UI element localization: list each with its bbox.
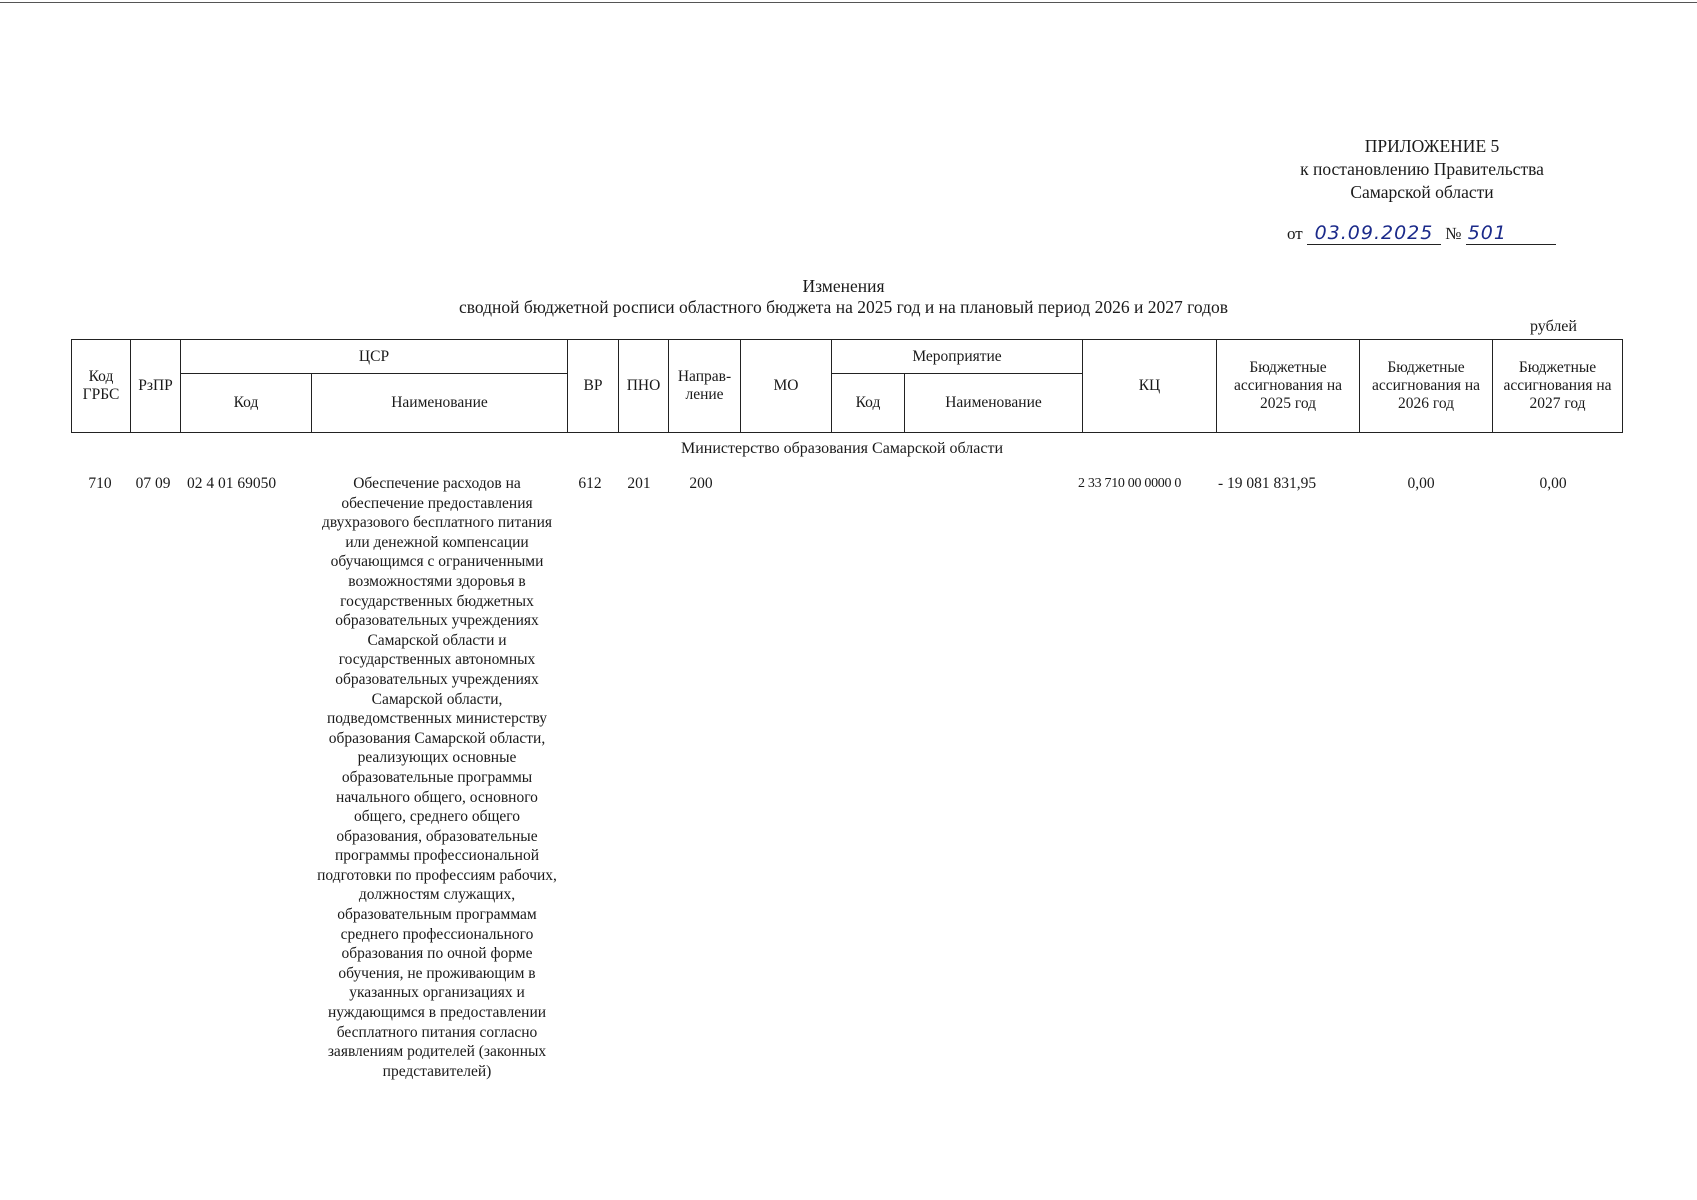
header-rzpr: РзПР xyxy=(131,340,181,433)
cell-budget-2027: 0,00 xyxy=(1539,475,1567,492)
header-budget-2025: Бюджетные ассигнования на 2025 год xyxy=(1217,340,1360,433)
cell-rzpr: 07 09 xyxy=(135,475,171,492)
cell-pno: 201 xyxy=(627,475,651,492)
header-kc: КЦ xyxy=(1083,340,1217,433)
header-pno: ПНО xyxy=(619,340,669,433)
handwritten-number: 501 xyxy=(1466,222,1556,245)
header-csr-code: Код xyxy=(181,374,312,433)
header-event-code: Код xyxy=(832,374,905,433)
appendix-title: ПРИЛОЖЕНИЕ 5 xyxy=(1364,136,1500,156)
header-csr-name: Наименование xyxy=(312,374,568,433)
budget-table-header xyxy=(71,339,1623,433)
header-budget-2026: Бюджетные ассигнования на 2026 год xyxy=(1360,340,1493,433)
document-title: Изменения xyxy=(802,276,885,296)
cell-budget-2025: - 19 081 831,95 xyxy=(1218,475,1317,492)
handwritten-date: 03.09.2025 xyxy=(1307,222,1441,245)
header-vr: ВР xyxy=(568,340,619,433)
units-label: рублей xyxy=(1530,318,1577,335)
decree-date-line xyxy=(1287,222,1556,245)
cell-kc: 2 33 710 00 0000 0 xyxy=(1078,476,1182,491)
header-event: Мероприятие xyxy=(832,340,1083,374)
appendix-subtitle: к постановлению Правительства xyxy=(1300,159,1544,179)
header-mo: МО xyxy=(741,340,832,433)
number-sign: № xyxy=(1445,224,1462,243)
header-csr: ЦСР xyxy=(181,340,568,374)
cell-vr: 612 xyxy=(578,475,602,492)
appendix-region: Самарской области xyxy=(1350,182,1494,202)
scan-top-border xyxy=(0,2,1697,3)
header-grbs: Код ГРБС xyxy=(72,340,131,433)
header-budget-2027: Бюджетные ассигнования на 2027 год xyxy=(1493,340,1623,433)
document-subtitle: сводной бюджетной росписи областного бюджета на 2025 год и на плановый период 2026 и 2027 годов xyxy=(458,297,1229,317)
header-direction: Направ-ление xyxy=(669,340,741,433)
cell-csr-code: 02 4 01 69050 xyxy=(187,475,277,492)
cell-budget-2026: 0,00 xyxy=(1407,475,1435,492)
ministry-section-title: Министерство образования Самарской области xyxy=(680,440,1004,457)
date-prefix: от xyxy=(1287,224,1303,243)
cell-grbs: 710 xyxy=(88,475,112,492)
cell-direction: 200 xyxy=(689,475,713,492)
cell-csr-name: Обеспечение расходов на обеспечение предоставления двухразового бесплатного питания или денежной компенсации обучающимся с ограниченными возможностями здоровья в государственных бюджетных образовательных учреждениях Самарской области и государственных автономных образовательных учреждениях Самарской области, подведомственных министерству образования Самарской области, реализующих основные образовательные программы начального общего, основного общего, среднего общего образования, образовательные программы профессиональной подготовки по профессиям рабочих, должностям служащих, образовательным программам среднего профессионального образования по очной форме обучения, не проживающим в указанных организациях и нуждающимся в предоставлении бесплатного питания согласно заявлениям родителей (законных представителей) xyxy=(317,475,557,1080)
header-event-name: Наименование xyxy=(905,374,1083,433)
